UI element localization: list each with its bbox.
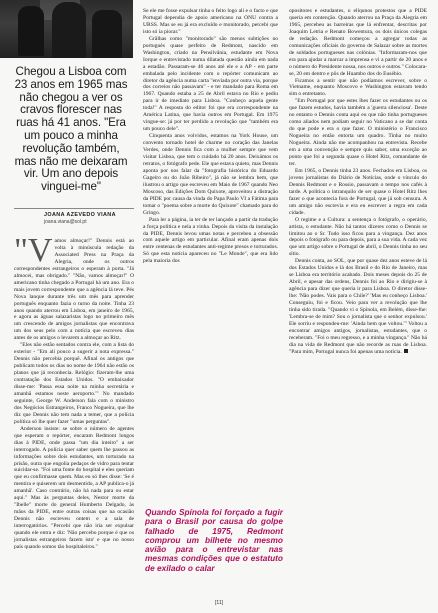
photo-figure	[92, 10, 122, 58]
byline-divider	[14, 208, 134, 209]
article-paragraph: Em 1965, o Dennis tinha 23 anos. Fechados em Lisboa, os jovens jornalistas do Diário de Notícias, onde o vínculo do Dennis Redmont e o Rossio, passavam o tempo nos cafés à tarde. A política o intranquilo de ser quase o Hotel Ritz lhes fazer o que acontecia fora de Portugal, que já sob censura. A um amigo não escrevia e era eu escrever a regra em cada cidade.	[289, 167, 427, 216]
article-paragraph	[289, 258, 427, 355]
article-paragraph: Cinquenta anos volvidos, estamos na York House, um convento tornado hotel de charme no coração das Janelas Verdes, onde Dennis fica com a mulher sempre que vem visitar Lisboa, que tem o cuidado há 20 anos. Deixámos os retratos, o fotógrafo pede. Ele que estava quieto, mas Dennis aponta por nos falar da "fotografia histórica do Eduardo Gageiro ou do João Ribeiro", já não se lembra bem, que ilustrou o artigo que escreveu em Maio de 1967 quando Neo Moscoso, das Edições Dom Quixote, aproveitou a distração da PIDE por causa da vinda do Papa Paulo VI a Fátima para tomar o "poema sobre a morte do Quixote" chamado para do Gringo.	[143, 133, 278, 216]
byline	[44, 212, 134, 225]
article-paragraph: Grãlhas como "monitorado" são menos subtições no português quase perfeito de Redmont, nascido em Washington, criado na Pensilvânia, estudante em Nova Iorque e entrevistado numa dilatada questão ainda em nada a estadão. Passaram-se 46 anos até ele e a AP - em parte embalada pelo incidente com o repórter comunicam ao diretor da agência numa carta "enviada por outra via, porque dos correios não passavam" - e ter mandado para Roma em 1967. Quando estaba a 25 de Abril estava no Rio e pediu para ir de imediato para Lisboa. "Conheço aquela gente toda!" A resposta do editor foi que era correspondente na América Latina, que havia outros em Portugal. Em 1975 vingue-se: já por ter perdido a revolução que "também era um pouco dele".	[143, 35, 278, 133]
article-paragraph: "Eles não estão sentados contra ele, com a lista do exterior - "Em ali pouco a sugerir a nota expressa." Dennis não percebia porquê. Afinal os antigos que publicam todos os dias no nome de 1964 não estão os planos que já reconhecia. Relógio: fizeram-lhe uma contratação dos Estados Unidos. "O embaixador disse-me: 'Passa essa noite na minha secretária e amanhã estamos neste aeroporto.'" No mandado seguinte, George W. Anderson fala com o ministro dos Negócios Estrangeiros, Franco Nogueira, que lhe diz que Dennis não tem nada a temer, que a polícia política só lhe quer fazer "umas perguntas".	[14, 342, 134, 425]
highlight-callout: Quando Spínola foi forçado a fugir para o Brasil por causa do golpe falhado de 1975, Redmont comprou um bilhete no mesmo avião para o entrevistar nas mesmas condições que o estatuto de exilado o calar	[145, 507, 283, 573]
article-column-3	[289, 8, 427, 356]
article-column-1	[14, 232, 134, 551]
article-paragraph	[14, 232, 134, 342]
pull-quote: Chegou a Lisboa com 23 anos em 1965 mas não chegou a ver os cravos florescer nas ruas há 41 anos. "Era um pouco a minha revolução também, mas não me deixaram vir. Um ano depois vinguei-me"	[14, 65, 128, 194]
page-number: [11]	[215, 600, 223, 606]
paragraph-text: Dennis conta, ao SOL, que por quase dez anos esteve de lá dos Estados Unidos e lá dos Brasil e do Rio de Janeiro, mas se Lisboa era território acabado. Dois meses depois do 25 de Abril, e apesar das ordens, Dennis foi ao Rio e dirigiu-se à agência para dizer que queria ir para Lisboa. O diretor disse-lhe: 'Não podes. Vais para o Chile?' 'Mas eu conheço Lisboa.' Conseguiu, foi e ficou. Veio para ver a revolução que lhe tinha sido tirada. "Quando vi o Spínola, em Belém, disse-lhe: 'Lembra-se de mim? Sou o jornalista que o senhor expulsou.' Ele sorriu e respondeu-me: 'Ainda bem que voltou.'" Voltou a encontrar amigos antigos, jornalistas, estudantes, que o receberam. "Foi o meu regresso, e a minha vingança." Não há dia na vida de Redmont que não recorde as ruas de Lisboa. "Para mim, Portugal nunca foi apenas uma notícia.	[289, 258, 427, 355]
drop-cap: "V	[14, 232, 53, 269]
paragraph-text: amos almoçar!" Dennis está ao volta à minúscula redação da Associated Press na Praça da Alegria, onde os outros correspondentes estrangeiros o esperam à porta. "Já almocei, mas obrigado." "Não, vamos almoçar!" O americano tinha chegado a Portugal há um ano. Era o mais jovem correspondente que a agência lá teve. Pés Nova lanque durante três um mês para aprender português enquanto fazia o turno da noite. Tinha 23 anos quando aterrou em Lisboa, em janeiro de 1965, e agora as águas salazaristas logo no primeiro mês um crescendo de amigos jornalistas que encontrava um dos seus pelo com a notícia que escreveu dias antes de os amigos o levarem a almoçar ao Ritz.	[14, 238, 134, 342]
photo-figure	[18, 6, 44, 56]
article-column-2	[143, 8, 278, 265]
photo-figure	[52, 2, 86, 58]
article-paragraph: Anderson insiste: se sobre o número de agentes que esperam o repórter, encaram Redmont longos dias à PIDE, onde passa "um dia inteiro" a ser interrogado. A polícia quer saber quem lhe passou as informações sobre dois estudantes, um torturado na prisão, outra que engolia pedaços de vidro para tentar suicidar-se. "Foi uma fonte do hospital e eles queriam que eu confirmasse quem. Mas eu só lhes disse: 'Se é mentira e quiserem um desmentido, a AP publica-o já amanhã'. Caso contrário, não há nada para ou estar aqui." Mas às perguntas deles, Nestor morte da "Ibelle" morte do general Humberto Delgado, às mãos da PIDE, entre outras coisas que na ocasião Dennis não escreveu ontem e a sala de interrogatórios. "Percebi que não iria ser expulsar quando ele entra e diz: 'Não percebo porque é que os jornalistas estrangeiros fazem isto' e que no nosso país quando somos tão hospitaleiros."	[14, 425, 134, 550]
header-photo	[0, 0, 133, 58]
end-mark	[404, 349, 408, 353]
article-paragraph: "Em Portugal por que estes lhes fazer os estudantes ou os que fazem estudos, havia também a 'guerra silenciosa'. Deste no entanto o Dennis conta aqui eu que não tinha portugueses como aliados nem podiam seguir no Vaticano a se dar conta do que pode e era o que fazer. O ministério o Francisco Nogueira no então entorta um quadro. Tinha no muito Nogueira. Ainda não me acompanhou na entrevista. Recebe em a uma convenção e sempre quis saber, uma exceção ao ponto que foi a segunda quase o Hotel Ritz, comandante de ter.	[289, 98, 427, 167]
author-email[interactable]: joana.viana@sol.pt	[44, 219, 87, 225]
article-paragraph: O regime e a Cultura: a sentença o fotógrafo, o operário, artista, o estudante. Não há tantos dizeres como o Dennis se limitou ao o Sr. Tudo isso ficou para a vingança. Dez anos depois o fotógrafo ou para depois, para a sua vida. A cada vez que um artigo sobre o Portugal de abril, o Dennis tinha no seu sítio.	[289, 216, 427, 258]
author-name: JOANA AZEVEDO VIANA	[44, 212, 116, 218]
article-paragraph: Ficamos a sentir que não podíamos escrever, sobre o Vietname, enquanto Moscovo e Washington estavam tendo sim o entretanto.	[289, 77, 427, 98]
article-paragraph: Para ler a página, ia ter de ter lançado a partir da tradução a força política e nela a vinha. Depois da visita da instalação da PIDE, Dennis levou umas notas e percebeu a obsessão com aquele artigo em particular. Afinal eram apenas dois entre centenas de estudantes anti-regime presos e torturados. Só que esta notícia apareceu no "Le Monde", que era lido pela maioria dos	[143, 216, 278, 265]
article-paragraph: Se ele me fosse expulsar tinha o feito logo ali e o facto e que Portugal dependia de apoio americano na ONU contra a URSS. Mas se eu já era excluído e monitorado, percebi que isto só ia piorar."	[143, 8, 278, 35]
article-paragraph: opositores e estudantes, o elíqunos protestos que a PIDE queria em contenção. Quando aterrou na Praça da Alegria em 1965, percebeu as barreiras que lá enfrentar, descritas por Joaquim Letria e Renato Bowentura, os dois únicos colegas de redação. Redmont começou a agregar todas as comunicações oficiais do governo de Salazar sobre as mortes de soldados portugueses nas colónias. "Informaram-nos que era para ajudar a marcar a imprensa e vi a partir de 20 anos e o número do Presidente nossa, nos outros e outros." Colocara-se, 20 em dentro e pôs de Huambo dos do Eusébio.	[289, 8, 427, 77]
